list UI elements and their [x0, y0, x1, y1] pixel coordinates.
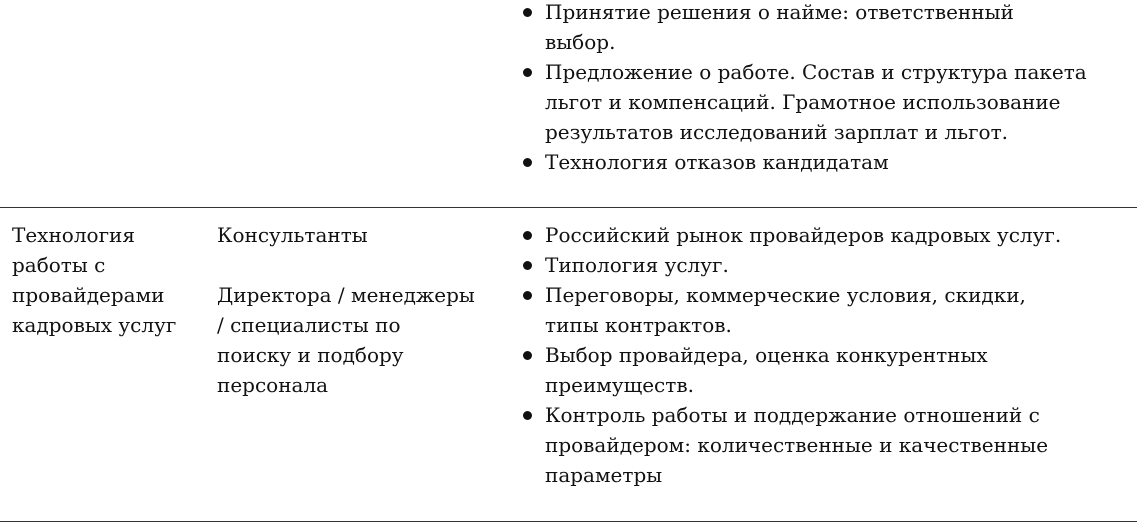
list-item: [520, 57, 1132, 147]
audience-cell: [217, 220, 507, 400]
list-item-line: Переговоры, коммерческие условия, скидки,: [545, 283, 1026, 307]
bullet-icon: [523, 158, 532, 167]
list-item: [520, 250, 1132, 280]
list-item-line: Предложение о работе. Состав и структура пакета: [545, 60, 1087, 84]
list-item: [520, 220, 1132, 250]
bullet-icon: [523, 261, 532, 270]
topic-line: кадровых услуг: [12, 313, 177, 337]
bullet-icon: [523, 291, 532, 300]
list-item-line: Типология услуг.: [545, 253, 729, 277]
list-item: [520, 147, 1132, 177]
audience-line: персонала: [217, 373, 329, 397]
bullet-icon: [523, 68, 532, 77]
audience-line: поиску и подбору: [217, 343, 404, 367]
paragraph-gap: [217, 250, 507, 280]
row-divider: [0, 521, 1137, 522]
content-cell: [520, 0, 1132, 177]
list-item-line: Принятие решения о найме: ответственный: [545, 0, 1014, 24]
bullet-icon: [523, 411, 532, 420]
list-item-line: Российский рынок провайдеров кадровых услуг.: [545, 223, 1062, 247]
list-item: [520, 340, 1132, 400]
audience-line: Директора / менеджеры: [217, 283, 475, 307]
content-cell: [520, 220, 1132, 490]
list-item-line: параметры: [545, 463, 663, 487]
topic-line: провайдерами: [12, 283, 165, 307]
table-row-continued: [0, 0, 1137, 207]
list-item-line: преимуществ.: [545, 373, 694, 397]
list-item-line: Выбор провайдера, оценка конкурентных: [545, 343, 988, 367]
bullet-icon: [523, 8, 532, 17]
list-item: [520, 0, 1132, 57]
topic-cell: [12, 220, 202, 340]
audience-line: Консультанты: [217, 223, 368, 247]
list-item-line: провайдером: количественные и качественные: [545, 433, 1049, 457]
list-item-line: результатов исследований зарплат и льгот.: [545, 120, 1009, 144]
list-item-line: Контроль работы и поддержание отношений с: [545, 403, 1040, 427]
list-item-line: выбор.: [545, 30, 616, 54]
bullet-list: [520, 220, 1132, 490]
bullet-icon: [523, 351, 532, 360]
list-item-line: Технология отказов кандидатам: [545, 150, 889, 174]
list-item: [520, 400, 1132, 490]
audience-line: / специалисты по: [217, 313, 401, 337]
bullet-icon: [523, 231, 532, 240]
topic-line: Технология: [12, 223, 135, 247]
list-item-line: льгот и компенсаций. Грамотное использование: [545, 90, 1061, 114]
topic-line: работы с: [12, 253, 106, 277]
table-row: [0, 208, 1137, 521]
bullet-list: [520, 0, 1132, 177]
list-item-line: типы контрактов.: [545, 313, 732, 337]
list-item: [520, 280, 1132, 340]
